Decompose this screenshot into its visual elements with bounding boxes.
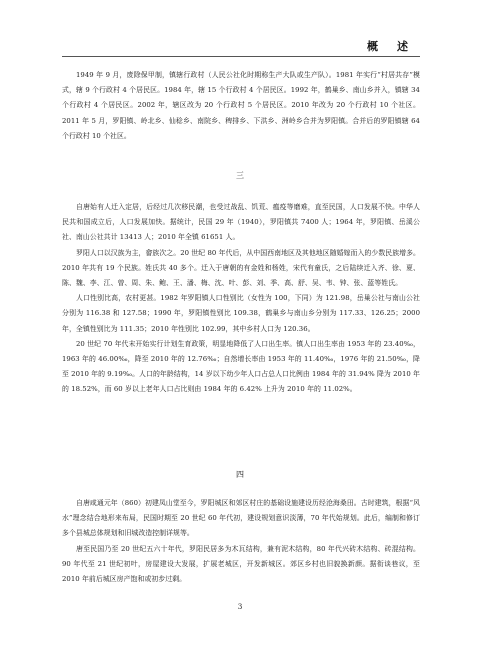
- section-heading: 三: [236, 171, 244, 180]
- paragraph: 罗阳人口以汉族为主，畲族次之。20 世纪 80 年代后，从中国西南地区及其他地区随婚嫁而入的少数民族增多。2010 年共有 19 个民族。姓氏共 40 多个。迁入于唐朝的有金姓和杨姓，宋代有童氏，之后陆续迁入齐、徐、夏、陈、魏、李、江、曾、周、朱、鲍、王、潘、梅、沈、叶、彭、刘、季、高、舒、吴、韦、钟、张、蓝等姓氏。: [62, 248, 420, 288]
- paragraph: 人口性别比高，农村更甚。1982 年罗阳镇人口性别比（女性为 100，下同）为 121.98，岳巢公社与南山公社分别为 116.38 和 127.58；1990 年，罗阳镇性别比 109.38，鹤巢乡与南山乡分别为 117.33、126.25；2000 年，全镇性别比为 111.35；2010 年性别比 102.99，其中乡村人口为 120.36。: [62, 294, 420, 333]
- section-3: [62, 496, 420, 587]
- paragraph: 自唐始有人迁入定居，后经过几次移民潮，也受过战乱、饥荒、瘟疫等磨难，直至民国，人口发展不快。中华人民共和国成立后，人口发展加快。据统计，民国 29 年（1940），罗阳镇共 7400 人；1964 年，罗阳镇、岳溪公社、南山公社共计 13413 人；2010 年全镇 61651 人。: [62, 203, 420, 242]
- paragraph: 1949 年 9 月，废除保甲制，镇辖行政村（人民公社化时期称生产大队或生产队）。1981 年实行“村居共存”模式，辖 9 个行政村 4 个居民区。1984 年，辖 15 个行政村 4 个居民区。1992 年，鹤巢乡、南山乡并入，镇辖 34 个行政村 4 个居民区。2002 年，辖区改为 20 个行政村 5 个居民区。2010 年改为 20 个行政村 10 个社区。2011 年 5 月，罗阳镇、岭北乡、仙稔乡、南院乡、稗排乡、下洪乡、洲岭乡合并为罗阳镇。合并后的罗阳镇辖 64 个行政村 10 个社区。: [62, 71, 420, 140]
- page-number: 3: [237, 602, 243, 611]
- page-header-title: 概 述: [367, 40, 412, 53]
- paragraph: 自唐咸通元年（860）初建凤山堂至今，罗阳城区和郊区村庄的基础设施建设历经沧海桑田。古时建筑，根据“风水”理念结合地形来布局，民国时期至 20 世纪 60 年代初，建设规划意识淡薄，70 年代始规划。此后，编制和修订多个县城总体规划和旧城改造控制详规等。: [62, 499, 420, 538]
- paragraph: 唐至民国乃至 20 世纪五六十年代，罗阳民居多为木瓦结构，兼有泥木结构，80 年代兴砖木结构、砖混结构。90 年代至 21 世纪初叶，房屋建设大发展，扩展老城区，开发新城区。郊区乡村也旧貌换新颜。据衔谈巷议，至 2010 年前后城区房产饱和或初步过剩。: [62, 544, 420, 584]
- header-rule: [62, 56, 420, 57]
- section-2: [62, 200, 420, 398]
- section-heading: 四: [236, 470, 244, 479]
- section-1: [62, 68, 420, 144]
- paragraph: 20 世纪 70 年代末开始实行计划生育政策，明显地降低了人口出生率。镇人口出生率由 1953 年的 23.40‰，1963 年的 46.00‰，降至 2010 年的 12.76‰；自然增长率由 1953 年的 11.40‰，1976 年的 21.50‰，降至 2010 年的 9.19‰。人口的年龄结构，14 岁以下幼少年人口占总人口比例由 1984 年的 31.94% 降为 2010 年的 18.52%，而 60 岁以上老年人口占比则由 1984 年的 6.42% 上升为 2010 年的 11.02%。: [62, 339, 420, 394]
